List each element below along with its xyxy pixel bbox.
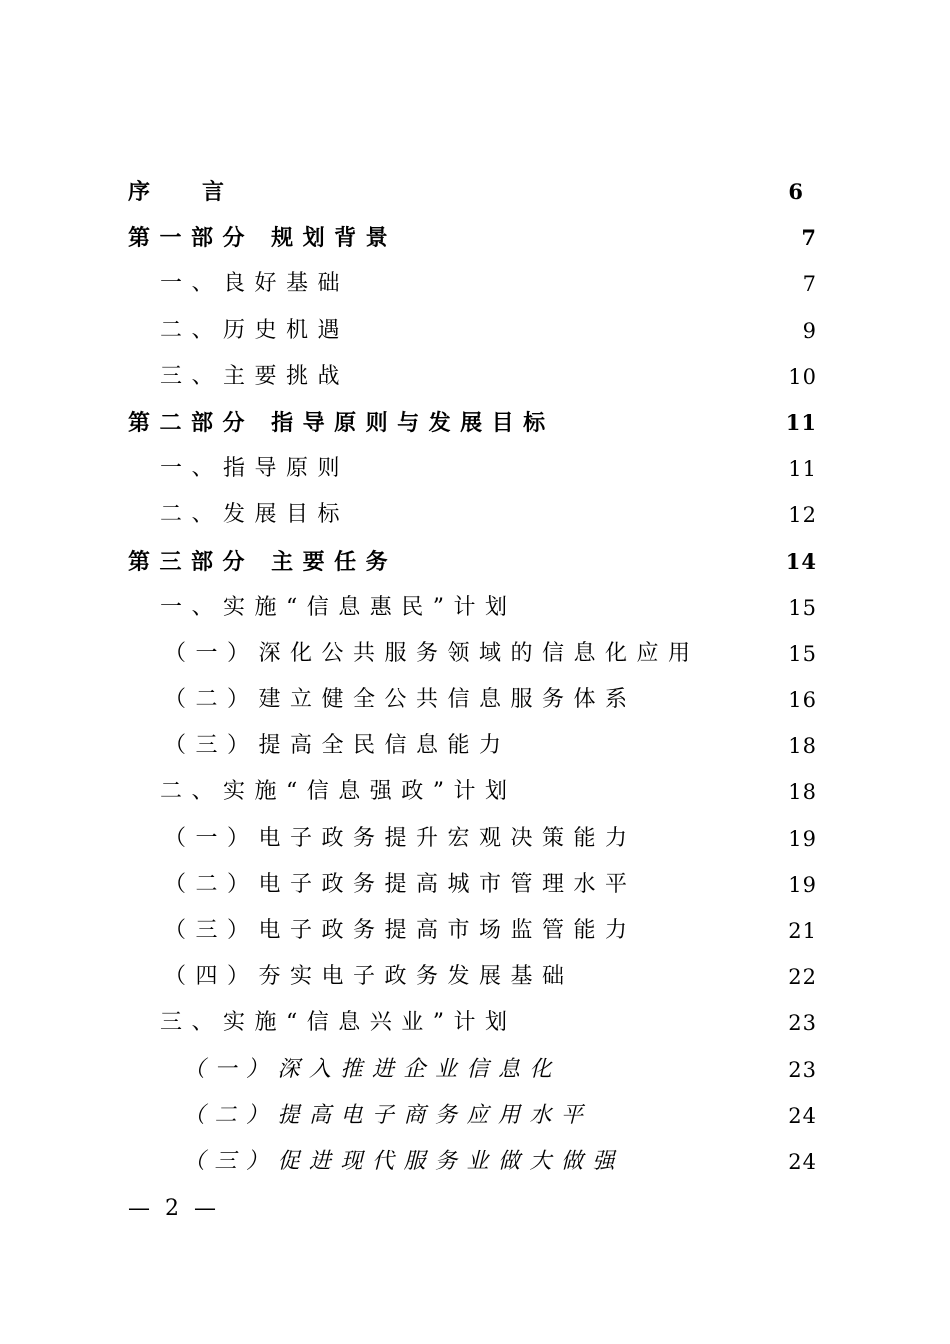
toc-entry-subsection[interactable]	[0, 908, 950, 954]
toc-entry-page: 11	[788, 457, 817, 482]
toc-entry-page: 11	[785, 409, 817, 435]
toc-entry-title: 第三部分 主要任务	[128, 548, 398, 575]
toc-entry-page: 19	[788, 826, 817, 851]
toc-entry-page: 24	[788, 1149, 817, 1174]
toc-entry-page: 24	[788, 1103, 817, 1128]
toc-entry-title: （二）提高电子商务应用水平	[183, 1102, 593, 1128]
toc-entry-page: 23	[788, 1011, 817, 1036]
toc-entry-page: 12	[788, 503, 817, 528]
page-number-footer: — 2 —	[128, 1196, 220, 1221]
toc-entry-title: （一）深化公共服务领域的信息化应用	[164, 640, 700, 666]
toc-entry-title: 第一部分 规划背景	[128, 225, 398, 252]
toc-entry-section[interactable]	[0, 492, 950, 538]
toc-entry-subsection[interactable]	[0, 723, 950, 769]
toc-entry-page: 21	[788, 919, 817, 943]
toc-entry-title: （二）建立健全公共信息服务体系	[164, 687, 637, 713]
table-of-contents	[0, 169, 950, 1185]
toc-entry-section[interactable]	[0, 585, 950, 631]
toc-entry-page: 7	[802, 272, 817, 297]
toc-entry-page: 10	[788, 364, 817, 389]
toc-entry-subsection[interactable]	[0, 954, 950, 1000]
toc-entry-page: 18	[788, 780, 817, 805]
toc-entry-page: 22	[788, 965, 817, 990]
toc-entry-title: （四）夯实电子政务发展基础	[164, 964, 574, 990]
toc-entry-title: 第二部分 指导原则与发展目标	[128, 409, 555, 436]
toc-entry-title: （三）提高全民信息能力	[164, 733, 511, 759]
toc-entry-section[interactable]	[0, 308, 950, 354]
toc-entry-part[interactable]	[0, 539, 950, 585]
toc-entry-section[interactable]	[0, 354, 950, 400]
toc-entry-title: 二、发展目标	[160, 502, 350, 528]
toc-entry-section[interactable]	[0, 1000, 950, 1046]
toc-entry-page: 15	[788, 595, 817, 620]
toc-entry-title: 三、实施“信息兴业”计划	[160, 1010, 517, 1036]
toc-entry-title: （一）深入推进企业信息化	[183, 1056, 562, 1082]
toc-entry-title: 一、良好基础	[160, 271, 350, 297]
toc-entry-page: 14	[785, 548, 817, 574]
toc-entry-subsection[interactable]	[0, 816, 950, 862]
toc-entry-title: （二）电子政务提高城市管理水平	[164, 871, 637, 897]
toc-entry-subsection[interactable]	[0, 1093, 950, 1139]
toc-entry-subsection[interactable]	[0, 677, 950, 723]
toc-entry-title: 序 言	[128, 179, 225, 205]
toc-entry-title: 一、实施“信息惠民”计划	[160, 594, 517, 620]
toc-entry-subsection[interactable]	[0, 631, 950, 677]
toc-entry-page: 19	[788, 872, 817, 897]
toc-entry-subsection[interactable]	[0, 862, 950, 908]
toc-entry-title: （三）电子政务提高市场监管能力	[164, 918, 637, 943]
toc-entry-page: 15	[788, 641, 817, 666]
toc-entry-page: 16	[788, 688, 817, 713]
toc-entry-section[interactable]	[0, 446, 950, 492]
toc-entry-page: 9	[802, 318, 817, 343]
toc-entry-title: 一、指导原则	[160, 456, 350, 482]
toc-entry-page: 23	[788, 1057, 817, 1082]
toc-entry-part[interactable]	[0, 215, 950, 261]
toc-entry-title: 二、实施“信息强政”计划	[160, 779, 517, 805]
toc-entry-section[interactable]	[0, 261, 950, 307]
toc-entry-title: 三、主要挑战	[160, 363, 350, 389]
toc-entry-page: 6	[788, 179, 804, 204]
toc-entry-subsection[interactable]	[0, 1139, 950, 1185]
toc-entry-preface[interactable]	[0, 169, 950, 215]
toc-entry-part[interactable]	[0, 400, 950, 446]
toc-entry-page: 7	[801, 225, 817, 251]
toc-entry-subsection[interactable]	[0, 1047, 950, 1093]
toc-entry-title: 二、历史机遇	[160, 317, 350, 343]
toc-entry-section[interactable]	[0, 769, 950, 815]
toc-entry-title: （一）电子政务提升宏观决策能力	[164, 825, 637, 851]
toc-entry-title: （三）促进现代服务业做大做强	[183, 1148, 625, 1174]
toc-entry-page: 18	[788, 734, 817, 759]
